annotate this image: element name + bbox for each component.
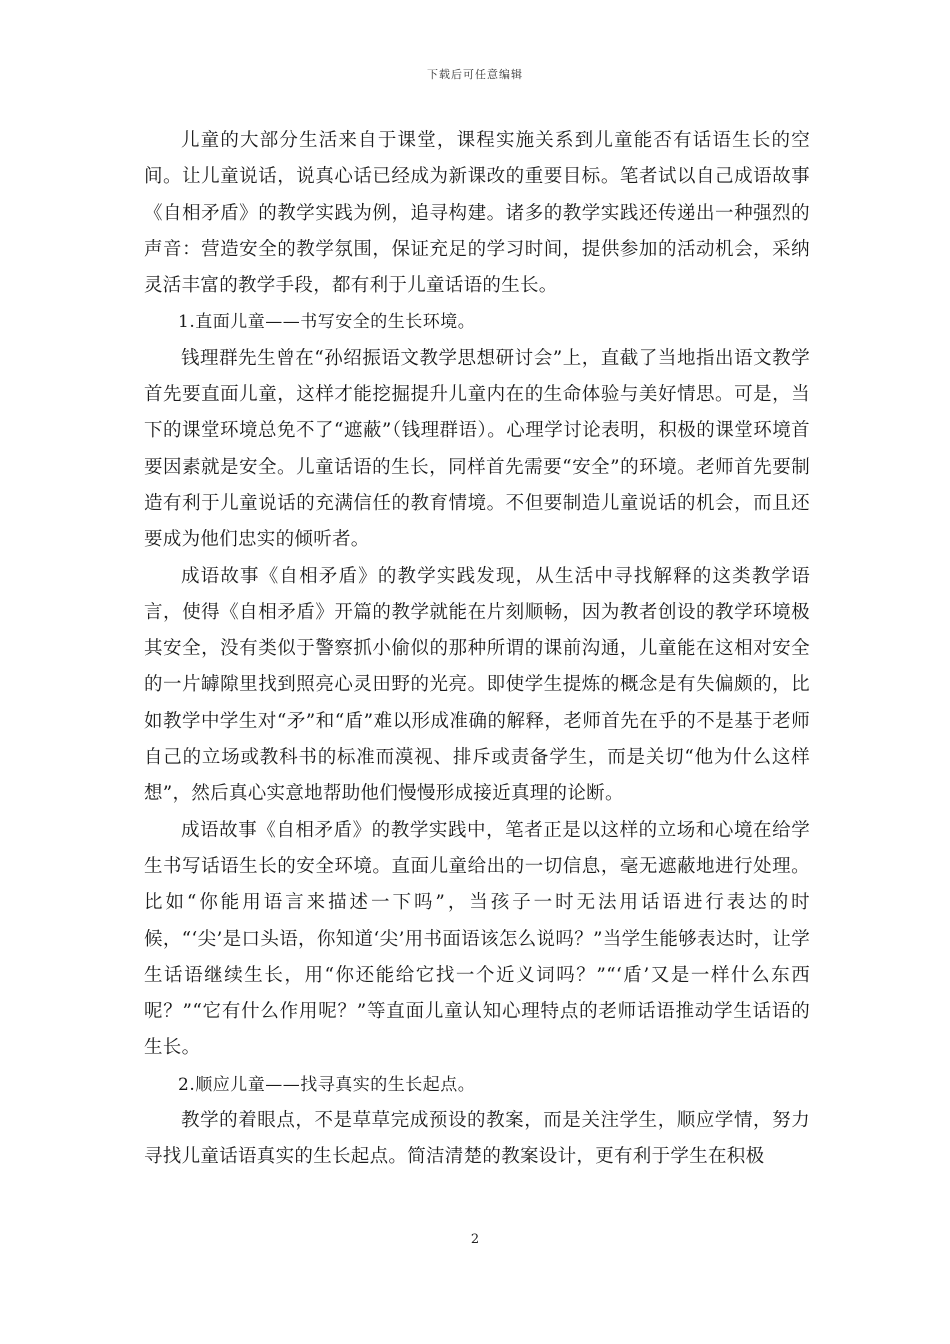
paragraph-qian-liqun: 钱理群先生曾在“孙绍振语文教学思想研讨会”上，直截了当地指出语文教学首先要直面儿童，这样才能挖掘提升儿童内在的生命体验与美好情思。可是，当下的课堂环境总免不了“遮蔽”（钱理群语）。心理学讨论表明，积极的课堂环境首要因素就是安全。儿童话语的生长，同样首先需要“安全”的环境。老师首先要制造有利于儿童说话的充满信任的教育情境。不但要制造儿童说话的机会，而且还要成为他们忠实的倾听者。 — [144, 347, 810, 551]
paragraph-safe-environment: 成语故事《自相矛盾》的教学实践中，笔者正是以这样的立场和心境在给学生书写话语生长的安全环境。直面儿童给出的一切信息，毫无遮蔽地进行处理。比如“你能用语言来描述一下吗”，当孩子一时无法用话语进行表达的时候，“‘尖’是口头语，你知道‘尖’用书面语该怎么说吗？”当学生能够表达时，让学生话语继续生长，用“你还能给它找一个近义词吗？”“‘盾’又是一样什么东西呢？”“它有什么作用呢？”等直面儿童认知心理特点的老师话语推动学生话语的生长。 — [144, 819, 810, 1059]
page-number: 2 — [470, 1232, 480, 1247]
section-heading-1: 1.直面儿童——书写安全的生长环境。 — [178, 312, 476, 333]
paragraph-teaching-practice: 成语故事《自相矛盾》的教学实践发现，从生活中寻找解释的这类教学语言，使得《自相矛盾》开篇的教学就能在片刻顺畅，因为教者创设的教学环境极其安全，没有类似于警察抓小偷似的那种所谓的课前沟通，儿童能在这相对安全的一片罅隙里找到照亮心灵田野的光亮。即使学生提炼的概念是有失偏颇的，比如教学中学生对“矛”和“盾”难以形成准确的解释，老师首先在乎的不是基于老师自己的立场或教科书的标准而漠视、排斥或责备学生，而是关切“他为什么这样想”，然后真心实意地帮助他们慢慢形成接近真理的论断。 — [144, 565, 810, 805]
paragraph-intro: 儿童的大部分生活来自于课堂，课程实施关系到儿童能否有话语生长的空间。让儿童说话，说真心话已经成为新课改的重要目标。笔者试以自己成语故事《自相矛盾》的教学实践为例，追寻构建。诸多的教学实践还传递出一种强烈的声音：营造安全的教学氛围，保证充足的学习时间，提供参加的活动机会，采纳灵活丰富的教学手段，都有利于儿童话语的生长。 — [144, 130, 810, 297]
paragraph-starting-point: 教学的着眼点，不是草草完成预设的教案，而是关注学生，顺应学情，努力寻找儿童话语真实的生长起点。简洁清楚的教案设计，更有利于学生在积极 — [144, 1110, 810, 1168]
section-heading-2: 2.顺应儿童——找寻真实的生长起点。 — [178, 1074, 476, 1095]
document-body — [144, 123, 810, 1176]
page-header: 下载后可任意编辑 — [427, 68, 523, 81]
